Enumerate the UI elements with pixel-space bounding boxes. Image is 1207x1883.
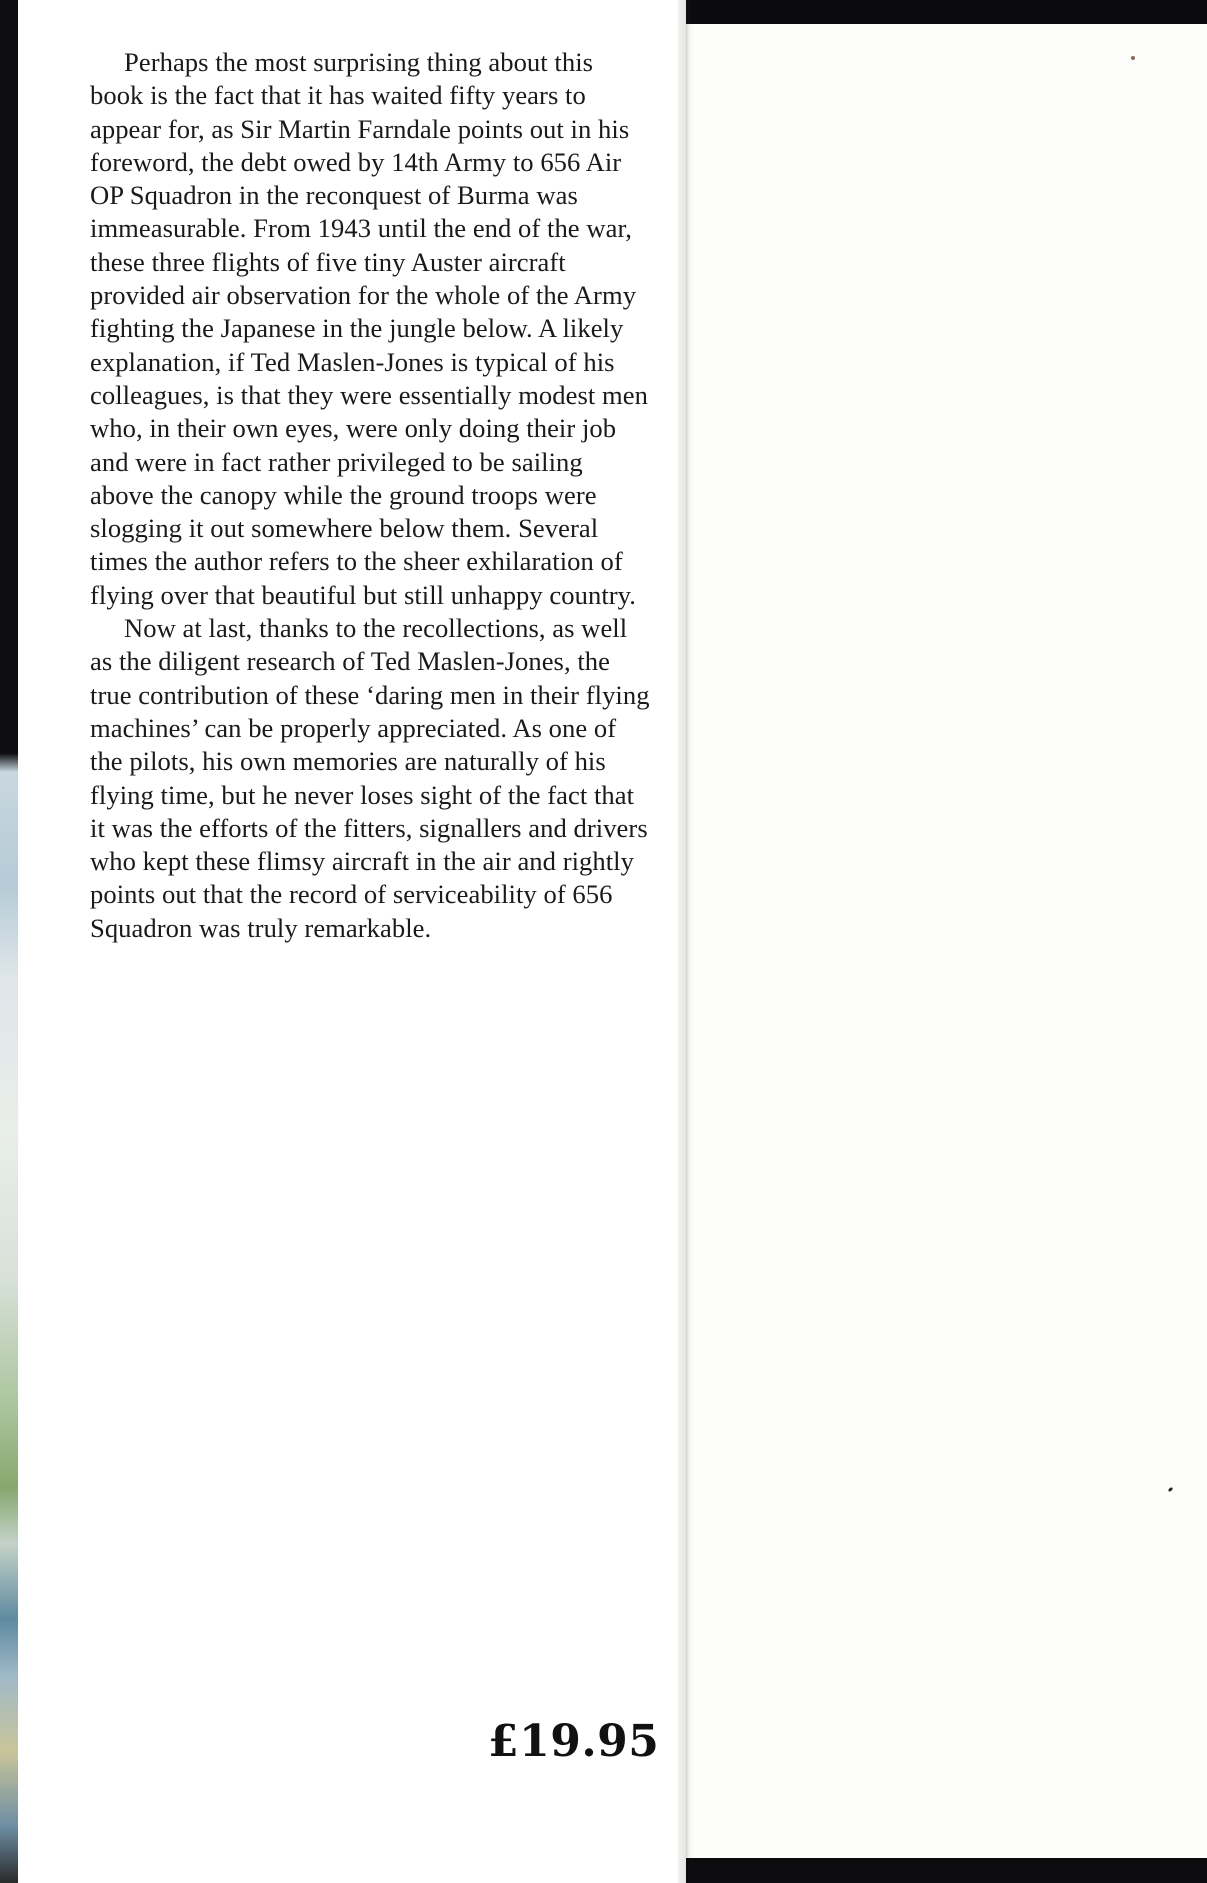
dust-speck xyxy=(1131,56,1135,60)
price-label: £19.95 xyxy=(488,1716,660,1767)
blurb-paragraph-1: Perhaps the most surprising thing about this book is the fact that it has waited fifty years to appear for, as Sir Martin Farndale points out in his foreword, the debt owed by 14th Army to 656 Air OP Squadron in the reconquest of Burma was immeasurable. From 1943 until the end of the war, these three flights of five tiny Auster aircraft provided air observation for the whole of the Army fighting the Japanese in the jungle below. A likely explanation, if Ted Maslen-Jones is typical of his colleagues, is that they were essentially modest men who, in their own eyes, were only doing their job and were in fact rather privileged to be sailing above the canopy while the ground troops were slogging it out somewhere below them. Several times the author refers to the sheer exhilaration of flying over that beautiful but still unhappy country. xyxy=(90,47,648,610)
blurb-text xyxy=(90,46,650,945)
jacket-flap-edge xyxy=(678,0,686,1883)
scanner-background-bottom xyxy=(680,1858,1207,1883)
back-board xyxy=(680,24,1207,1860)
blurb-paragraph-2: Now at last, thanks to the recollections, as well as the diligent research of Ted Maslen-Jones, the true contribution of these ‘daring men in their flying machines’ can be properly appreciated. As one of the pilots, his own memories are naturally of his flying time, but he never loses sight of the fact that it was the efforts of the fitters, signallers and drivers who kept these flimsy aircraft in the air and rightly points out that the record of serviceability of 656 Squadron was truly remarkable. xyxy=(90,613,650,943)
